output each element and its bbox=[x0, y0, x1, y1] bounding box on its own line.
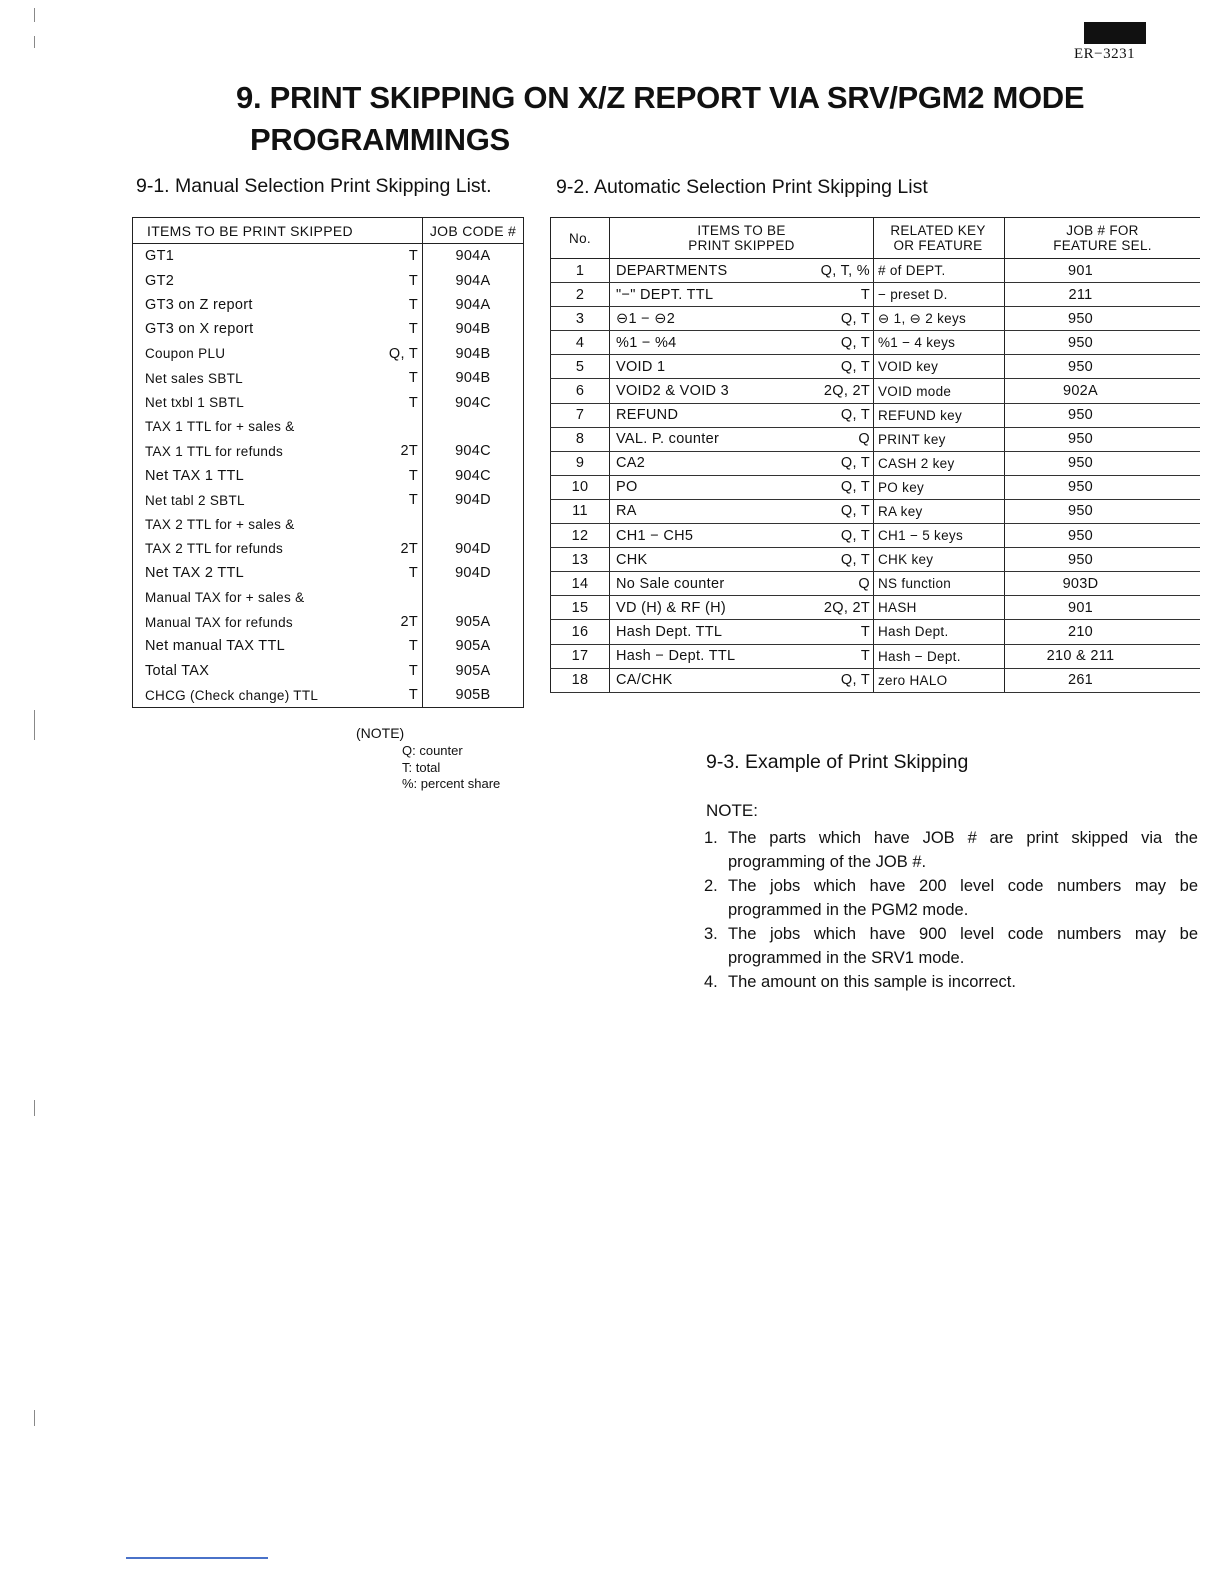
table-row bbox=[133, 488, 524, 512]
manual-job: 904D bbox=[423, 488, 524, 512]
manual-job: 904D bbox=[423, 537, 524, 561]
margin-mark bbox=[34, 710, 35, 740]
manual-type: T bbox=[408, 687, 418, 704]
manual-type: Q, T bbox=[388, 345, 418, 362]
manual-job bbox=[423, 585, 524, 609]
auto-no: 9 bbox=[551, 451, 610, 475]
manual-table-body bbox=[133, 244, 524, 708]
table-row bbox=[133, 659, 524, 683]
auto-job: 210 & 211 bbox=[1005, 644, 1201, 668]
auto-item: "−" DEPT. TTL bbox=[610, 283, 805, 307]
page-title-line1: 9. PRINT SKIPPING ON X/Z REPORT VIA SRV/PGM2 MODE bbox=[236, 80, 1085, 115]
table-row bbox=[133, 268, 524, 292]
manual-job: 904C bbox=[423, 439, 524, 463]
manual-item: Manual TAX for + sales & bbox=[145, 590, 305, 606]
table-row bbox=[133, 415, 524, 439]
manual-item: Net tabl 2 SBTL bbox=[145, 492, 245, 508]
auto-key: %1 − 4 keys bbox=[874, 331, 1005, 355]
table-row bbox=[551, 548, 1201, 572]
auto-type: Q, T bbox=[804, 548, 874, 572]
auto-skip-table bbox=[550, 217, 1200, 693]
table-row bbox=[133, 244, 524, 269]
auto-key: − preset D. bbox=[874, 283, 1005, 307]
auto-type: Q bbox=[804, 427, 874, 451]
auto-key: PRINT key bbox=[874, 427, 1005, 451]
auto-no: 5 bbox=[551, 355, 610, 379]
auto-no: 11 bbox=[551, 499, 610, 523]
auto-key: ⊖ 1, ⊖ 2 keys bbox=[874, 307, 1005, 331]
manual-job: 904A bbox=[423, 268, 524, 292]
auto-item: REFUND bbox=[610, 403, 805, 427]
auto-job: 901 bbox=[1005, 596, 1201, 620]
auto-job: 950 bbox=[1005, 499, 1201, 523]
auto-no: 10 bbox=[551, 475, 610, 499]
auto-no: 7 bbox=[551, 403, 610, 427]
note-number: 2. bbox=[704, 877, 718, 895]
note-item bbox=[704, 874, 1198, 922]
table-row bbox=[551, 259, 1201, 283]
auto-type: 2Q, 2T bbox=[804, 379, 874, 403]
auto-no: 1 bbox=[551, 259, 610, 283]
manual-type: 2T bbox=[400, 614, 418, 631]
manual-job: 905A bbox=[423, 634, 524, 658]
note-item bbox=[704, 970, 1198, 994]
auto-no: 8 bbox=[551, 427, 610, 451]
table-row bbox=[551, 499, 1201, 523]
auto-no: 12 bbox=[551, 524, 610, 548]
manual-type: T bbox=[408, 321, 418, 338]
auto-item: ⊖1 − ⊖2 bbox=[610, 307, 805, 331]
manual-section-heading: 9-1. Manual Selection Print Skipping List. bbox=[136, 175, 492, 197]
auto-item: RA bbox=[610, 499, 805, 523]
auto-no: 3 bbox=[551, 307, 610, 331]
table-row bbox=[133, 683, 524, 708]
auto-col-job-line2: FEATURE SEL. bbox=[1053, 238, 1152, 253]
table-row bbox=[133, 439, 524, 463]
manual-type: T bbox=[408, 370, 418, 387]
manual-item: GT2 bbox=[145, 272, 175, 289]
auto-no: 13 bbox=[551, 548, 610, 572]
auto-no: 17 bbox=[551, 644, 610, 668]
table-row bbox=[133, 464, 524, 488]
auto-type: Q bbox=[804, 572, 874, 596]
table-row bbox=[133, 561, 524, 585]
manual-item: Total TAX bbox=[145, 662, 210, 679]
manual-type: T bbox=[408, 248, 418, 265]
table-row bbox=[133, 317, 524, 341]
manual-job bbox=[423, 512, 524, 536]
manual-item: Net sales SBTL bbox=[145, 370, 243, 386]
table-row bbox=[551, 475, 1201, 499]
auto-col-no: No. bbox=[551, 218, 610, 259]
table-row bbox=[551, 644, 1201, 668]
manual-job: 904B bbox=[423, 342, 524, 366]
manual-item: Net TAX 1 TTL bbox=[145, 467, 244, 484]
table-row bbox=[551, 596, 1201, 620]
auto-type: Q, T, % bbox=[804, 259, 874, 283]
example-heading: 9-3. Example of Print Skipping bbox=[706, 751, 969, 773]
auto-item: VOID2 & VOID 3 bbox=[610, 379, 805, 403]
example-note-label: NOTE: bbox=[706, 801, 758, 820]
auto-key: Hash Dept. bbox=[874, 620, 1005, 644]
note-number: 3. bbox=[704, 925, 718, 943]
auto-item: No Sale counter bbox=[610, 572, 805, 596]
manual-item: TAX 2 TTL for refunds bbox=[145, 541, 284, 557]
manual-job: 904C bbox=[423, 464, 524, 488]
auto-type: Q, T bbox=[804, 475, 874, 499]
auto-job: 950 bbox=[1005, 331, 1201, 355]
auto-item: DEPARTMENTS bbox=[610, 259, 805, 283]
auto-key: zero HALO bbox=[874, 668, 1005, 692]
table-row bbox=[551, 572, 1201, 596]
manual-item: TAX 1 TTL for refunds bbox=[145, 443, 284, 459]
auto-type: T bbox=[804, 644, 874, 668]
manual-job bbox=[423, 415, 524, 439]
manual-type: 2T bbox=[400, 540, 418, 557]
auto-type: Q, T bbox=[804, 403, 874, 427]
manual-col-item: ITEMS TO BE PRINT SKIPPED bbox=[133, 218, 423, 244]
legend-title: (NOTE) bbox=[356, 725, 405, 741]
auto-key: VOID mode bbox=[874, 379, 1005, 403]
auto-table-body bbox=[551, 259, 1201, 693]
auto-col-items-line2: PRINT SKIPPED bbox=[688, 238, 795, 253]
auto-col-key-line1: RELATED KEY bbox=[890, 223, 986, 238]
note-text: The amount on this sample is incorrect. bbox=[728, 973, 1016, 991]
auto-type: Q, T bbox=[804, 668, 874, 692]
manual-type: T bbox=[408, 394, 418, 411]
manual-job: 904A bbox=[423, 293, 524, 317]
manual-type: T bbox=[408, 662, 418, 679]
manual-col-job: JOB CODE # bbox=[423, 218, 524, 244]
auto-no: 15 bbox=[551, 596, 610, 620]
auto-item: PO bbox=[610, 475, 805, 499]
table-row bbox=[551, 331, 1201, 355]
manual-type: T bbox=[408, 492, 418, 509]
manual-type: T bbox=[408, 638, 418, 655]
manual-item: Coupon PLU bbox=[145, 346, 226, 362]
table-row bbox=[133, 366, 524, 390]
manual-skip-table bbox=[132, 217, 524, 708]
auto-key: REFUND key bbox=[874, 403, 1005, 427]
auto-type: T bbox=[804, 620, 874, 644]
auto-key: RA key bbox=[874, 499, 1005, 523]
auto-type: Q, T bbox=[804, 331, 874, 355]
auto-job: 950 bbox=[1005, 524, 1201, 548]
auto-item: CH1 − CH5 bbox=[610, 524, 805, 548]
auto-key: NS function bbox=[874, 572, 1005, 596]
note-text: The jobs which have 200 level code numbers may be programmed in the PGM2 mode. bbox=[728, 877, 1198, 919]
note-number: 1. bbox=[704, 829, 718, 847]
manual-job: 905A bbox=[423, 610, 524, 634]
auto-item: VAL. P. counter bbox=[610, 427, 805, 451]
auto-job: 950 bbox=[1005, 451, 1201, 475]
legend-percent: %: percent share bbox=[402, 776, 501, 791]
auto-job: 950 bbox=[1005, 475, 1201, 499]
auto-type: 2Q, 2T bbox=[804, 596, 874, 620]
auto-job: 261 bbox=[1005, 668, 1201, 692]
manual-type: T bbox=[408, 565, 418, 582]
auto-item: CA/CHK bbox=[610, 668, 805, 692]
table-row bbox=[133, 342, 524, 366]
manual-item: Net txbl 1 SBTL bbox=[145, 395, 245, 411]
note-item bbox=[704, 922, 1198, 970]
table-row bbox=[551, 283, 1201, 307]
manual-item: CHCG (Check change) TTL bbox=[145, 687, 319, 703]
manual-item: Net TAX 2 TTL bbox=[145, 565, 244, 582]
manual-item: GT3 on X report bbox=[145, 321, 254, 338]
manual-item: GT1 bbox=[145, 248, 175, 265]
footer-rule bbox=[126, 1557, 268, 1559]
auto-job: 950 bbox=[1005, 307, 1201, 331]
manual-job: 904C bbox=[423, 390, 524, 414]
auto-job: 950 bbox=[1005, 548, 1201, 572]
manual-item: Manual TAX for refunds bbox=[145, 614, 293, 630]
note-text: The jobs which have 900 level code numbers may be programmed in the SRV1 mode. bbox=[728, 925, 1198, 967]
auto-section-heading: 9-2. Automatic Selection Print Skipping List bbox=[556, 176, 928, 198]
auto-item: CHK bbox=[610, 548, 805, 572]
auto-item: VD (H) & RF (H) bbox=[610, 596, 805, 620]
auto-type: Q, T bbox=[804, 307, 874, 331]
table-row bbox=[551, 427, 1201, 451]
manual-type bbox=[366, 415, 422, 439]
model-number: ER−3231 bbox=[1074, 46, 1136, 62]
legend-counter: Q: counter bbox=[402, 743, 463, 758]
example-notes-list bbox=[704, 826, 1198, 994]
manual-type: T bbox=[408, 272, 418, 289]
manual-item: Net manual TAX TTL bbox=[145, 638, 285, 655]
auto-col-key-line2: OR FEATURE bbox=[893, 238, 983, 253]
auto-type: Q, T bbox=[804, 524, 874, 548]
auto-col-items-line1: ITEMS TO BE bbox=[697, 223, 786, 238]
table-row bbox=[551, 451, 1201, 475]
table-row bbox=[551, 403, 1201, 427]
table-row bbox=[551, 379, 1201, 403]
note-text: The parts which have JOB # are print skipped via the programming of the JOB #. bbox=[728, 829, 1198, 871]
table-row bbox=[551, 307, 1201, 331]
auto-key: CH1 − 5 keys bbox=[874, 524, 1005, 548]
auto-job: 950 bbox=[1005, 355, 1201, 379]
brand-logo bbox=[1084, 22, 1146, 44]
auto-job: 903D bbox=[1005, 572, 1201, 596]
margin-mark bbox=[34, 1100, 35, 1116]
page-title-line2: PROGRAMMINGS bbox=[250, 122, 510, 157]
auto-item: VOID 1 bbox=[610, 355, 805, 379]
auto-key: HASH bbox=[874, 596, 1005, 620]
auto-key: PO key bbox=[874, 475, 1005, 499]
auto-job: 210 bbox=[1005, 620, 1201, 644]
margin-mark bbox=[34, 36, 35, 48]
auto-job: 950 bbox=[1005, 427, 1201, 451]
note-item bbox=[704, 826, 1198, 874]
auto-key: # of DEPT. bbox=[874, 259, 1005, 283]
table-row bbox=[133, 512, 524, 536]
auto-item: CA2 bbox=[610, 451, 805, 475]
table-row bbox=[133, 634, 524, 658]
auto-key: VOID key bbox=[874, 355, 1005, 379]
auto-no: 4 bbox=[551, 331, 610, 355]
manual-job: 904A bbox=[423, 244, 524, 269]
table-row bbox=[133, 390, 524, 414]
table-row bbox=[551, 524, 1201, 548]
auto-no: 18 bbox=[551, 668, 610, 692]
auto-type: Q, T bbox=[804, 499, 874, 523]
manual-item: GT3 on Z report bbox=[145, 296, 253, 313]
note-number: 4. bbox=[704, 973, 718, 991]
table-row bbox=[133, 610, 524, 634]
auto-type: Q, T bbox=[804, 355, 874, 379]
manual-job: 905B bbox=[423, 683, 524, 708]
auto-item: Hash Dept. TTL bbox=[610, 620, 805, 644]
manual-job: 904B bbox=[423, 366, 524, 390]
auto-job: 211 bbox=[1005, 283, 1201, 307]
auto-item: Hash − Dept. TTL bbox=[610, 644, 805, 668]
legend-total: T: total bbox=[402, 760, 441, 775]
auto-no: 2 bbox=[551, 283, 610, 307]
manual-job: 904B bbox=[423, 317, 524, 341]
table-row bbox=[133, 537, 524, 561]
manual-type: T bbox=[408, 296, 418, 313]
manual-type bbox=[366, 585, 422, 609]
manual-type bbox=[366, 512, 422, 536]
auto-col-job-line1: JOB # FOR bbox=[1066, 223, 1139, 238]
table-row bbox=[133, 585, 524, 609]
manual-item: TAX 1 TTL for + sales & bbox=[145, 419, 295, 435]
auto-item: %1 − %4 bbox=[610, 331, 805, 355]
auto-no: 6 bbox=[551, 379, 610, 403]
table-row bbox=[551, 668, 1201, 692]
auto-col-items bbox=[610, 218, 874, 259]
margin-mark bbox=[34, 1410, 35, 1426]
manual-type: 2T bbox=[400, 443, 418, 460]
auto-job: 901 bbox=[1005, 259, 1201, 283]
auto-col-job bbox=[1005, 218, 1201, 259]
margin-mark bbox=[34, 8, 35, 22]
manual-item: TAX 2 TTL for + sales & bbox=[145, 516, 295, 532]
manual-job: 904D bbox=[423, 561, 524, 585]
manual-type: T bbox=[408, 467, 418, 484]
auto-key: Hash − Dept. bbox=[874, 644, 1005, 668]
table-row bbox=[551, 620, 1201, 644]
auto-no: 16 bbox=[551, 620, 610, 644]
auto-col-key bbox=[874, 218, 1005, 259]
auto-job: 950 bbox=[1005, 403, 1201, 427]
auto-type: Q, T bbox=[804, 451, 874, 475]
auto-key: CASH 2 key bbox=[874, 451, 1005, 475]
manual-job: 905A bbox=[423, 659, 524, 683]
table-row bbox=[551, 355, 1201, 379]
auto-type: T bbox=[804, 283, 874, 307]
auto-key: CHK key bbox=[874, 548, 1005, 572]
auto-job: 902A bbox=[1005, 379, 1201, 403]
auto-no: 14 bbox=[551, 572, 610, 596]
table-row bbox=[133, 293, 524, 317]
